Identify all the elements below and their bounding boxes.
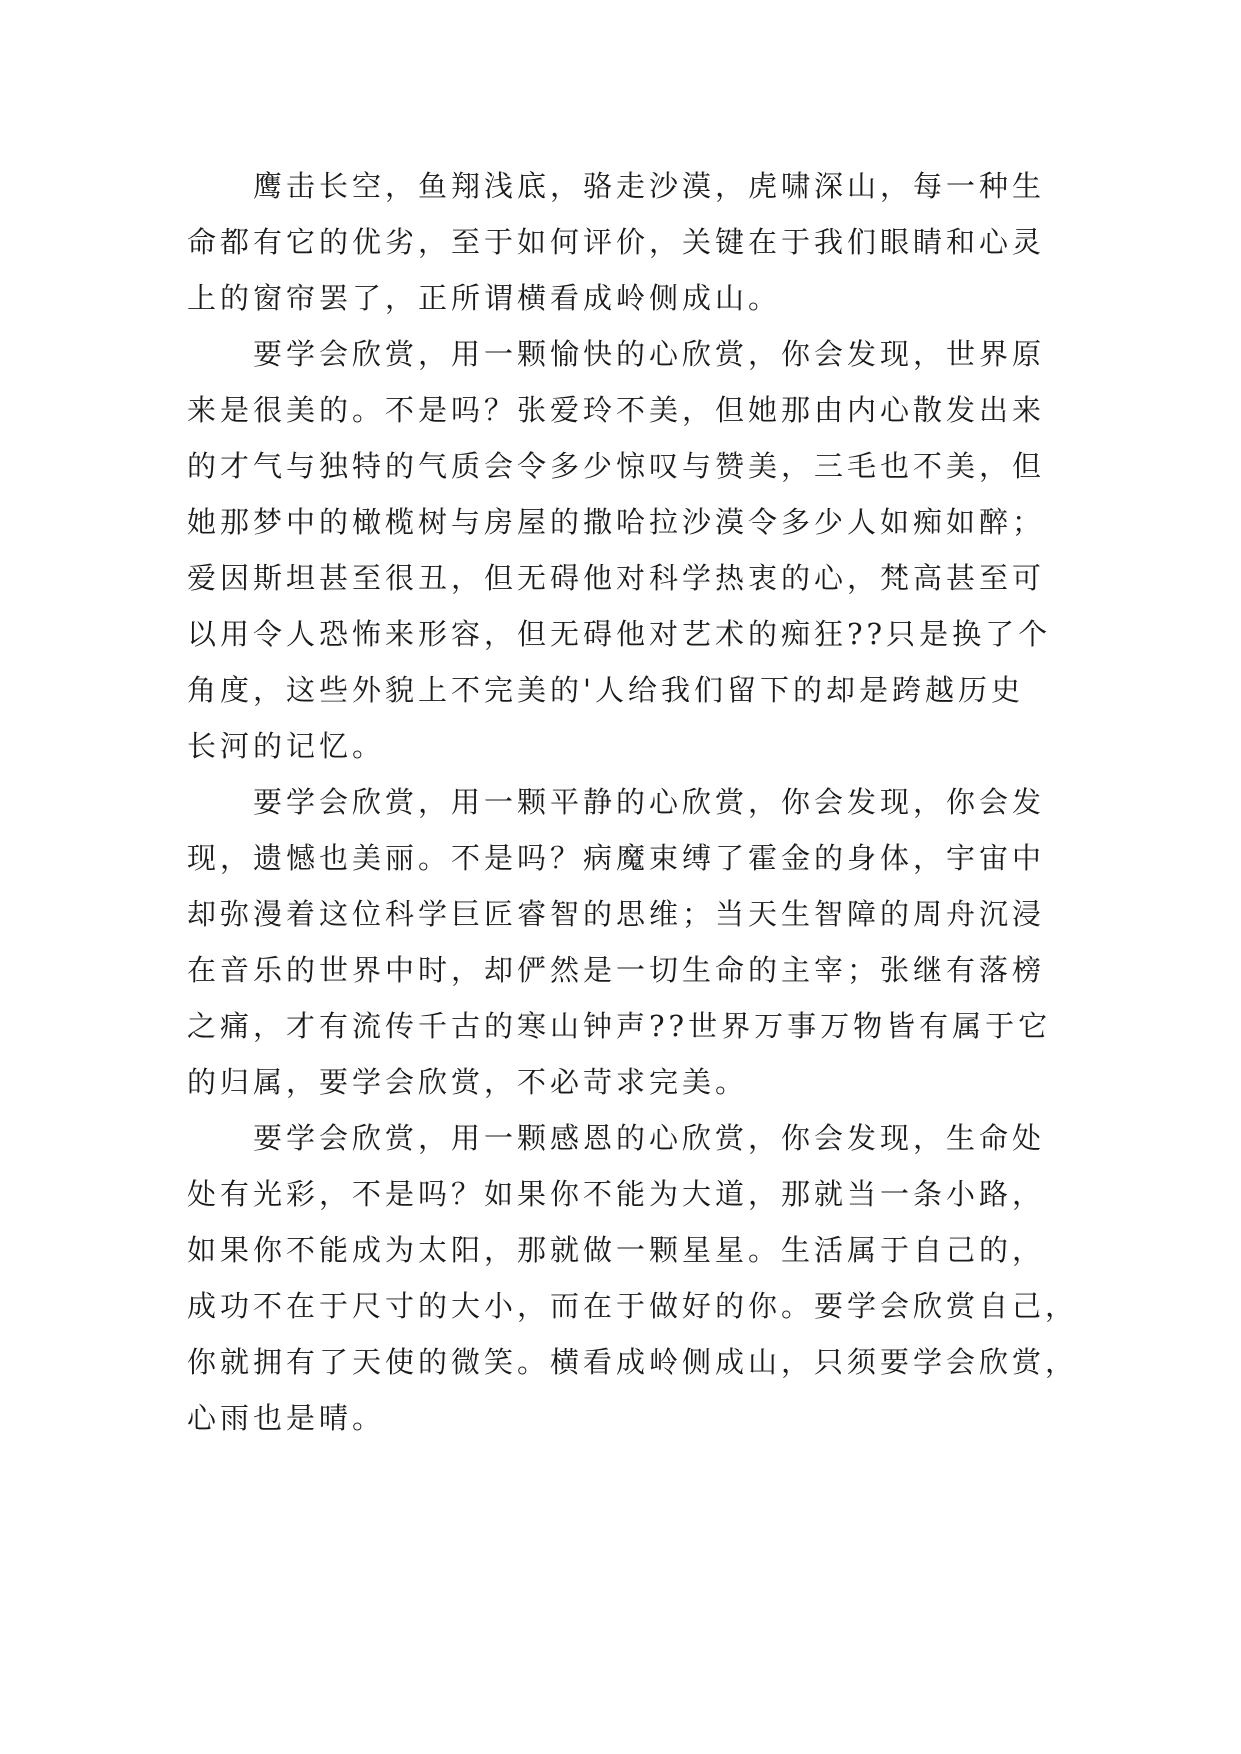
text-line: 却弥漫着这位科学巨匠睿智的思维；当天生智障的周舟沉浸: [187, 897, 1046, 931]
text-line: 如果你不能成为太阳，那就做一颗星星。生活属于自己的，: [187, 1233, 1046, 1267]
paragraph-4: [187, 1110, 1079, 1446]
text-line: 要学会欣赏，用一颗平静的心欣赏，你会发现，你会发: [187, 785, 1046, 819]
text-line: 上的窗帘罢了，正所谓横看成岭侧成山。: [187, 281, 782, 315]
text-line: 长河的记忆。: [187, 729, 386, 763]
text-line: 的归属，要学会欣赏，不必苛求完美。: [187, 1065, 749, 1099]
text-line: 处有光彩，不是吗？如果你不能为大道，那就当一条小路，: [187, 1177, 1046, 1211]
text-line: 以用令人恐怖来形容，但无碍他对艺术的痴狂??只是换了个: [187, 617, 1052, 651]
text-line: 心雨也是晴。: [187, 1401, 386, 1435]
paragraph-3: [187, 774, 1057, 1110]
text-line: 现，遗憾也美丽。不是吗？病魔束缚了霍金的身体，宇宙中: [187, 841, 1046, 875]
text-line: 你就拥有了天使的微笑。横看成岭侧成山，只须要学会欣赏，: [187, 1345, 1079, 1379]
text-line: 来是很美的。不是吗？张爱玲不美，但她那由内心散发出来: [187, 393, 1046, 427]
text-line: 命都有它的优劣，至于如何评价，关键在于我们眼睛和心灵: [187, 225, 1046, 259]
text-line: 角度，这些外貌上不完美的'人给我们留下的却是跨越历史: [187, 673, 1024, 707]
text-line: 要学会欣赏，用一颗感恩的心欣赏，你会发现，生命处: [187, 1121, 1046, 1155]
text-line: 之痛，才有流传千古的寒山钟声??世界万事万物皆有属于它: [187, 1009, 1052, 1043]
paragraph-1: [187, 158, 1057, 326]
text-line: 的才气与独特的气质会令多少惊叹与赞美，三毛也不美，但: [187, 449, 1046, 483]
text-line: 在音乐的世界中时，却俨然是一切生命的主宰；张继有落榜: [187, 953, 1046, 987]
text-line: 她那梦中的橄榄树与房屋的撒哈拉沙漠令多少人如痴如醉；: [187, 505, 1046, 539]
text-line: 要学会欣赏，用一颗愉快的心欣赏，你会发现，世界原: [187, 337, 1046, 371]
text-line: 成功不在于尺寸的大小，而在于做好的你。要学会欣赏自己，: [187, 1289, 1079, 1323]
essay-body: [187, 158, 1079, 1446]
text-line: 爱因斯坦甚至很丑，但无碍他对科学热衷的心，梵高甚至可: [187, 561, 1046, 595]
text-line: 鹰击长空，鱼翔浅底，骆走沙漠，虎啸深山，每一种生: [187, 169, 1046, 203]
paragraph-2: [187, 326, 1057, 774]
